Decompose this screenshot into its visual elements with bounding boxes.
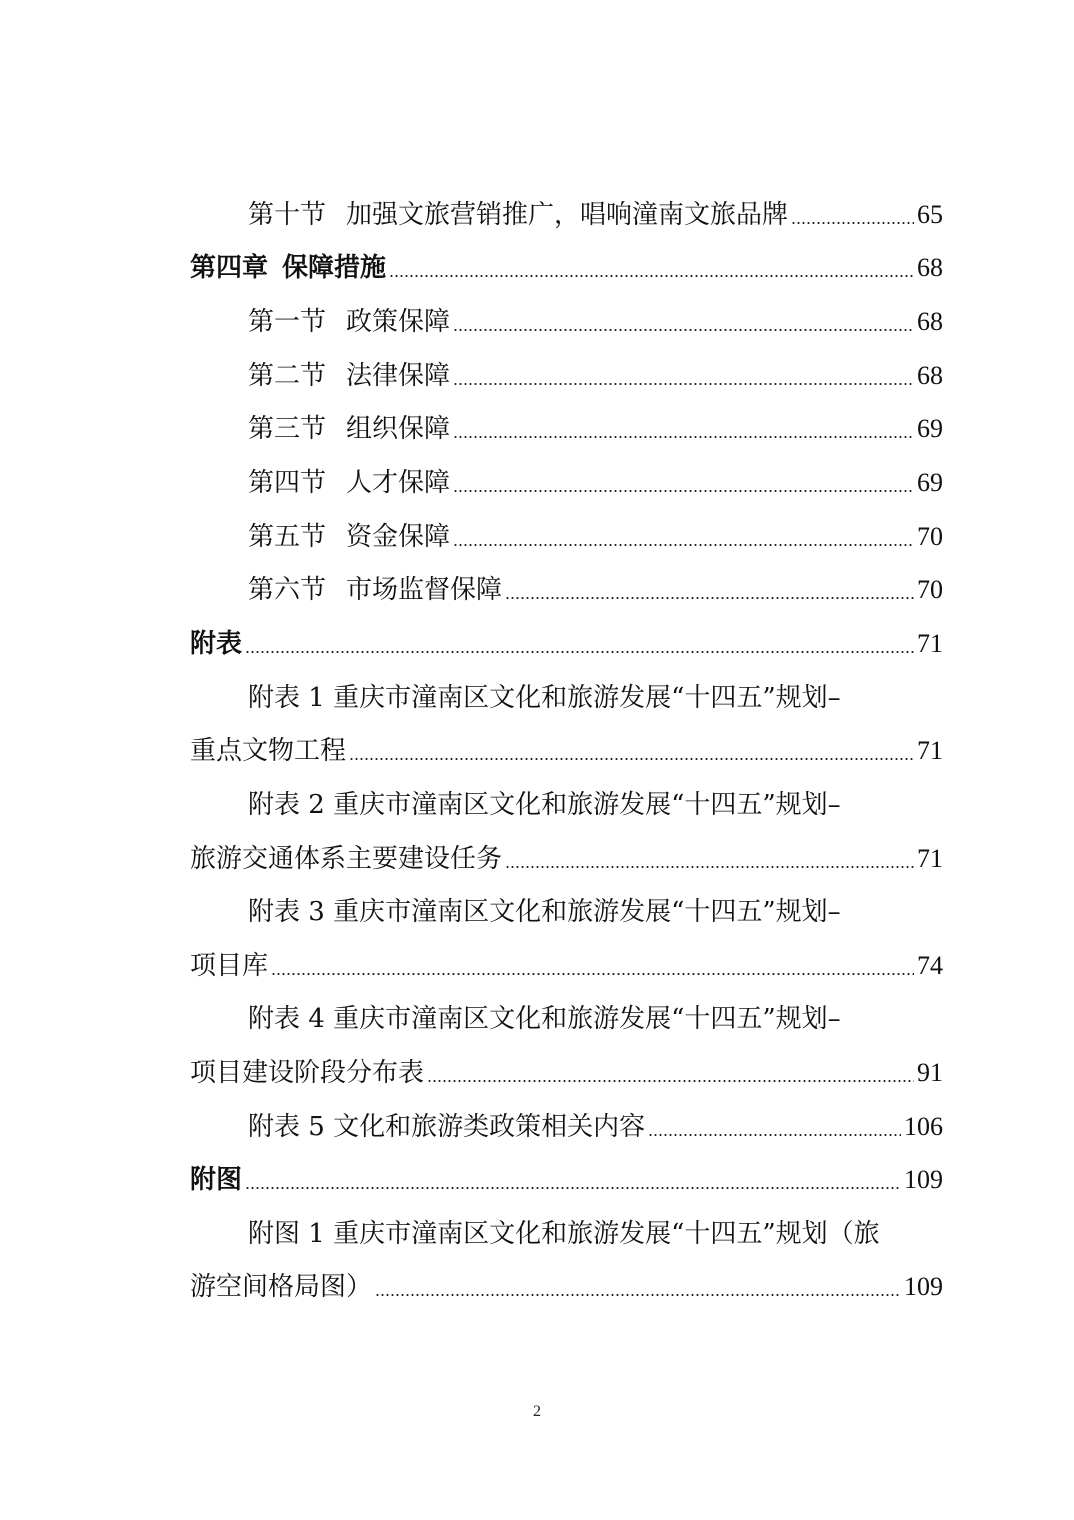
toc-leader-dots (453, 436, 914, 438)
toc-entry-title: 附表 3 重庆市潼南区文化和旅游发展“十四五”规划– (248, 897, 841, 927)
toc-entry-prefix: 第三节 (248, 414, 327, 444)
toc-entry-first-line[interactable] (248, 889, 943, 929)
toc-entry-continuation[interactable] (190, 1264, 943, 1304)
toc-entry-prefix: 第四章 (190, 253, 269, 283)
toc-entry-page: 71 (917, 736, 943, 765)
toc-entry-title: 旅游交通体系主要建设任务 (190, 844, 503, 874)
toc-leader-dots (271, 973, 914, 975)
toc-entry-title: 附表 2 重庆市潼南区文化和旅游发展“十四五”规划– (248, 790, 841, 820)
toc-leader-dots (453, 383, 914, 385)
toc-entry-continuation[interactable] (190, 728, 943, 768)
toc-leader-dots (505, 597, 914, 599)
toc-entry-title: 附图 (190, 1165, 243, 1195)
toc-entry-page: 106 (904, 1112, 943, 1141)
toc-leader-dots (245, 651, 914, 653)
toc-entry-title: 法律保障 (346, 361, 451, 391)
toc-leader-dots (245, 1187, 901, 1189)
toc-leader-dots (505, 866, 914, 868)
toc-leader-dots (453, 544, 914, 546)
toc-entry-title: 附表 1 重庆市潼南区文化和旅游发展“十四五”规划– (248, 683, 841, 713)
toc-leader-dots (427, 1080, 914, 1082)
toc-entry-title: 重点文物工程 (190, 736, 347, 766)
toc-entry-first-line[interactable] (248, 1211, 943, 1251)
toc-entry-page: 71 (917, 844, 943, 873)
toc-entry-page: 70 (917, 522, 943, 551)
toc-entry-title: 资金保障 (346, 522, 451, 552)
toc-entry-continuation[interactable] (190, 943, 943, 983)
toc-entry-title: 政策保障 (346, 307, 451, 337)
toc-entry[interactable] (248, 299, 943, 339)
toc-entry-title: 加强文旅营销推广，唱响潼南文旅品牌 (346, 200, 789, 230)
toc-entry-title: 人才保障 (346, 468, 451, 498)
toc-entry-page: 69 (917, 468, 943, 497)
toc-entry-prefix: 第六节 (248, 575, 327, 605)
toc-entry-prefix: 第二节 (248, 361, 327, 391)
toc-entry-page: 65 (917, 200, 943, 229)
toc-entry[interactable] (248, 353, 943, 393)
toc-entry-title: 市场监督保障 (346, 575, 503, 605)
toc-entry-title: 项目建设阶段分布表 (190, 1058, 425, 1088)
toc-entry-first-line[interactable] (248, 782, 943, 822)
toc-entry-prefix: 第五节 (248, 522, 327, 552)
toc-entry-title: 组织保障 (346, 414, 451, 444)
toc-chapter-entry[interactable] (190, 1157, 943, 1197)
toc-leader-dots (453, 490, 914, 492)
toc-entry-title: 附表 (190, 629, 243, 659)
toc-entry-title: 附表 4 重庆市潼南区文化和旅游发展“十四五”规划– (248, 1004, 841, 1034)
toc-entry-prefix: 第一节 (248, 307, 327, 337)
toc-entry-title: 附图 1 重庆市潼南区文化和旅游发展“十四五”规划（旅 (248, 1219, 880, 1249)
toc-entry-title: 游空间格局图） (190, 1272, 373, 1302)
toc-leader-dots (349, 758, 914, 760)
toc-entry[interactable] (248, 192, 943, 232)
toc-entry-page: 70 (917, 575, 943, 604)
toc-entry-page: 68 (917, 307, 943, 336)
toc-entry-page: 68 (917, 253, 943, 282)
toc-entry-title: 项目库 (190, 951, 269, 981)
toc-leader-dots (791, 222, 914, 224)
toc-entry[interactable] (248, 514, 943, 554)
toc-entry-title: 保障措施 (282, 253, 387, 283)
toc-entry-prefix: 第四节 (248, 468, 327, 498)
toc-entry-page: 109 (904, 1272, 943, 1301)
toc-leader-dots (648, 1134, 901, 1136)
toc-entry-page: 74 (917, 951, 943, 980)
toc-entry-prefix: 第十节 (248, 200, 327, 230)
toc-entry-continuation[interactable] (190, 1050, 943, 1090)
toc-entry[interactable] (248, 460, 943, 500)
toc-chapter-entry[interactable] (190, 621, 943, 661)
toc-entry[interactable] (248, 567, 943, 607)
toc-entry[interactable] (248, 406, 943, 446)
toc-leader-dots (389, 275, 914, 277)
toc-chapter-entry[interactable] (190, 245, 943, 285)
toc-entry-first-line[interactable] (248, 675, 943, 715)
toc-leader-dots (375, 1294, 901, 1296)
page-number: 2 (533, 1403, 541, 1420)
toc-entry-page: 69 (917, 414, 943, 443)
toc-entry-first-line[interactable] (248, 996, 943, 1036)
toc-leader-dots (453, 329, 914, 331)
toc-entry[interactable] (248, 1104, 943, 1144)
toc-entry-page: 68 (917, 361, 943, 390)
toc-entry-page: 91 (917, 1058, 943, 1087)
toc-entry-page: 71 (917, 629, 943, 658)
toc-entry-page: 109 (904, 1165, 943, 1194)
toc-entry-continuation[interactable] (190, 836, 943, 876)
toc-entry-title: 附表 5 文化和旅游类政策相关内容 (248, 1112, 646, 1142)
